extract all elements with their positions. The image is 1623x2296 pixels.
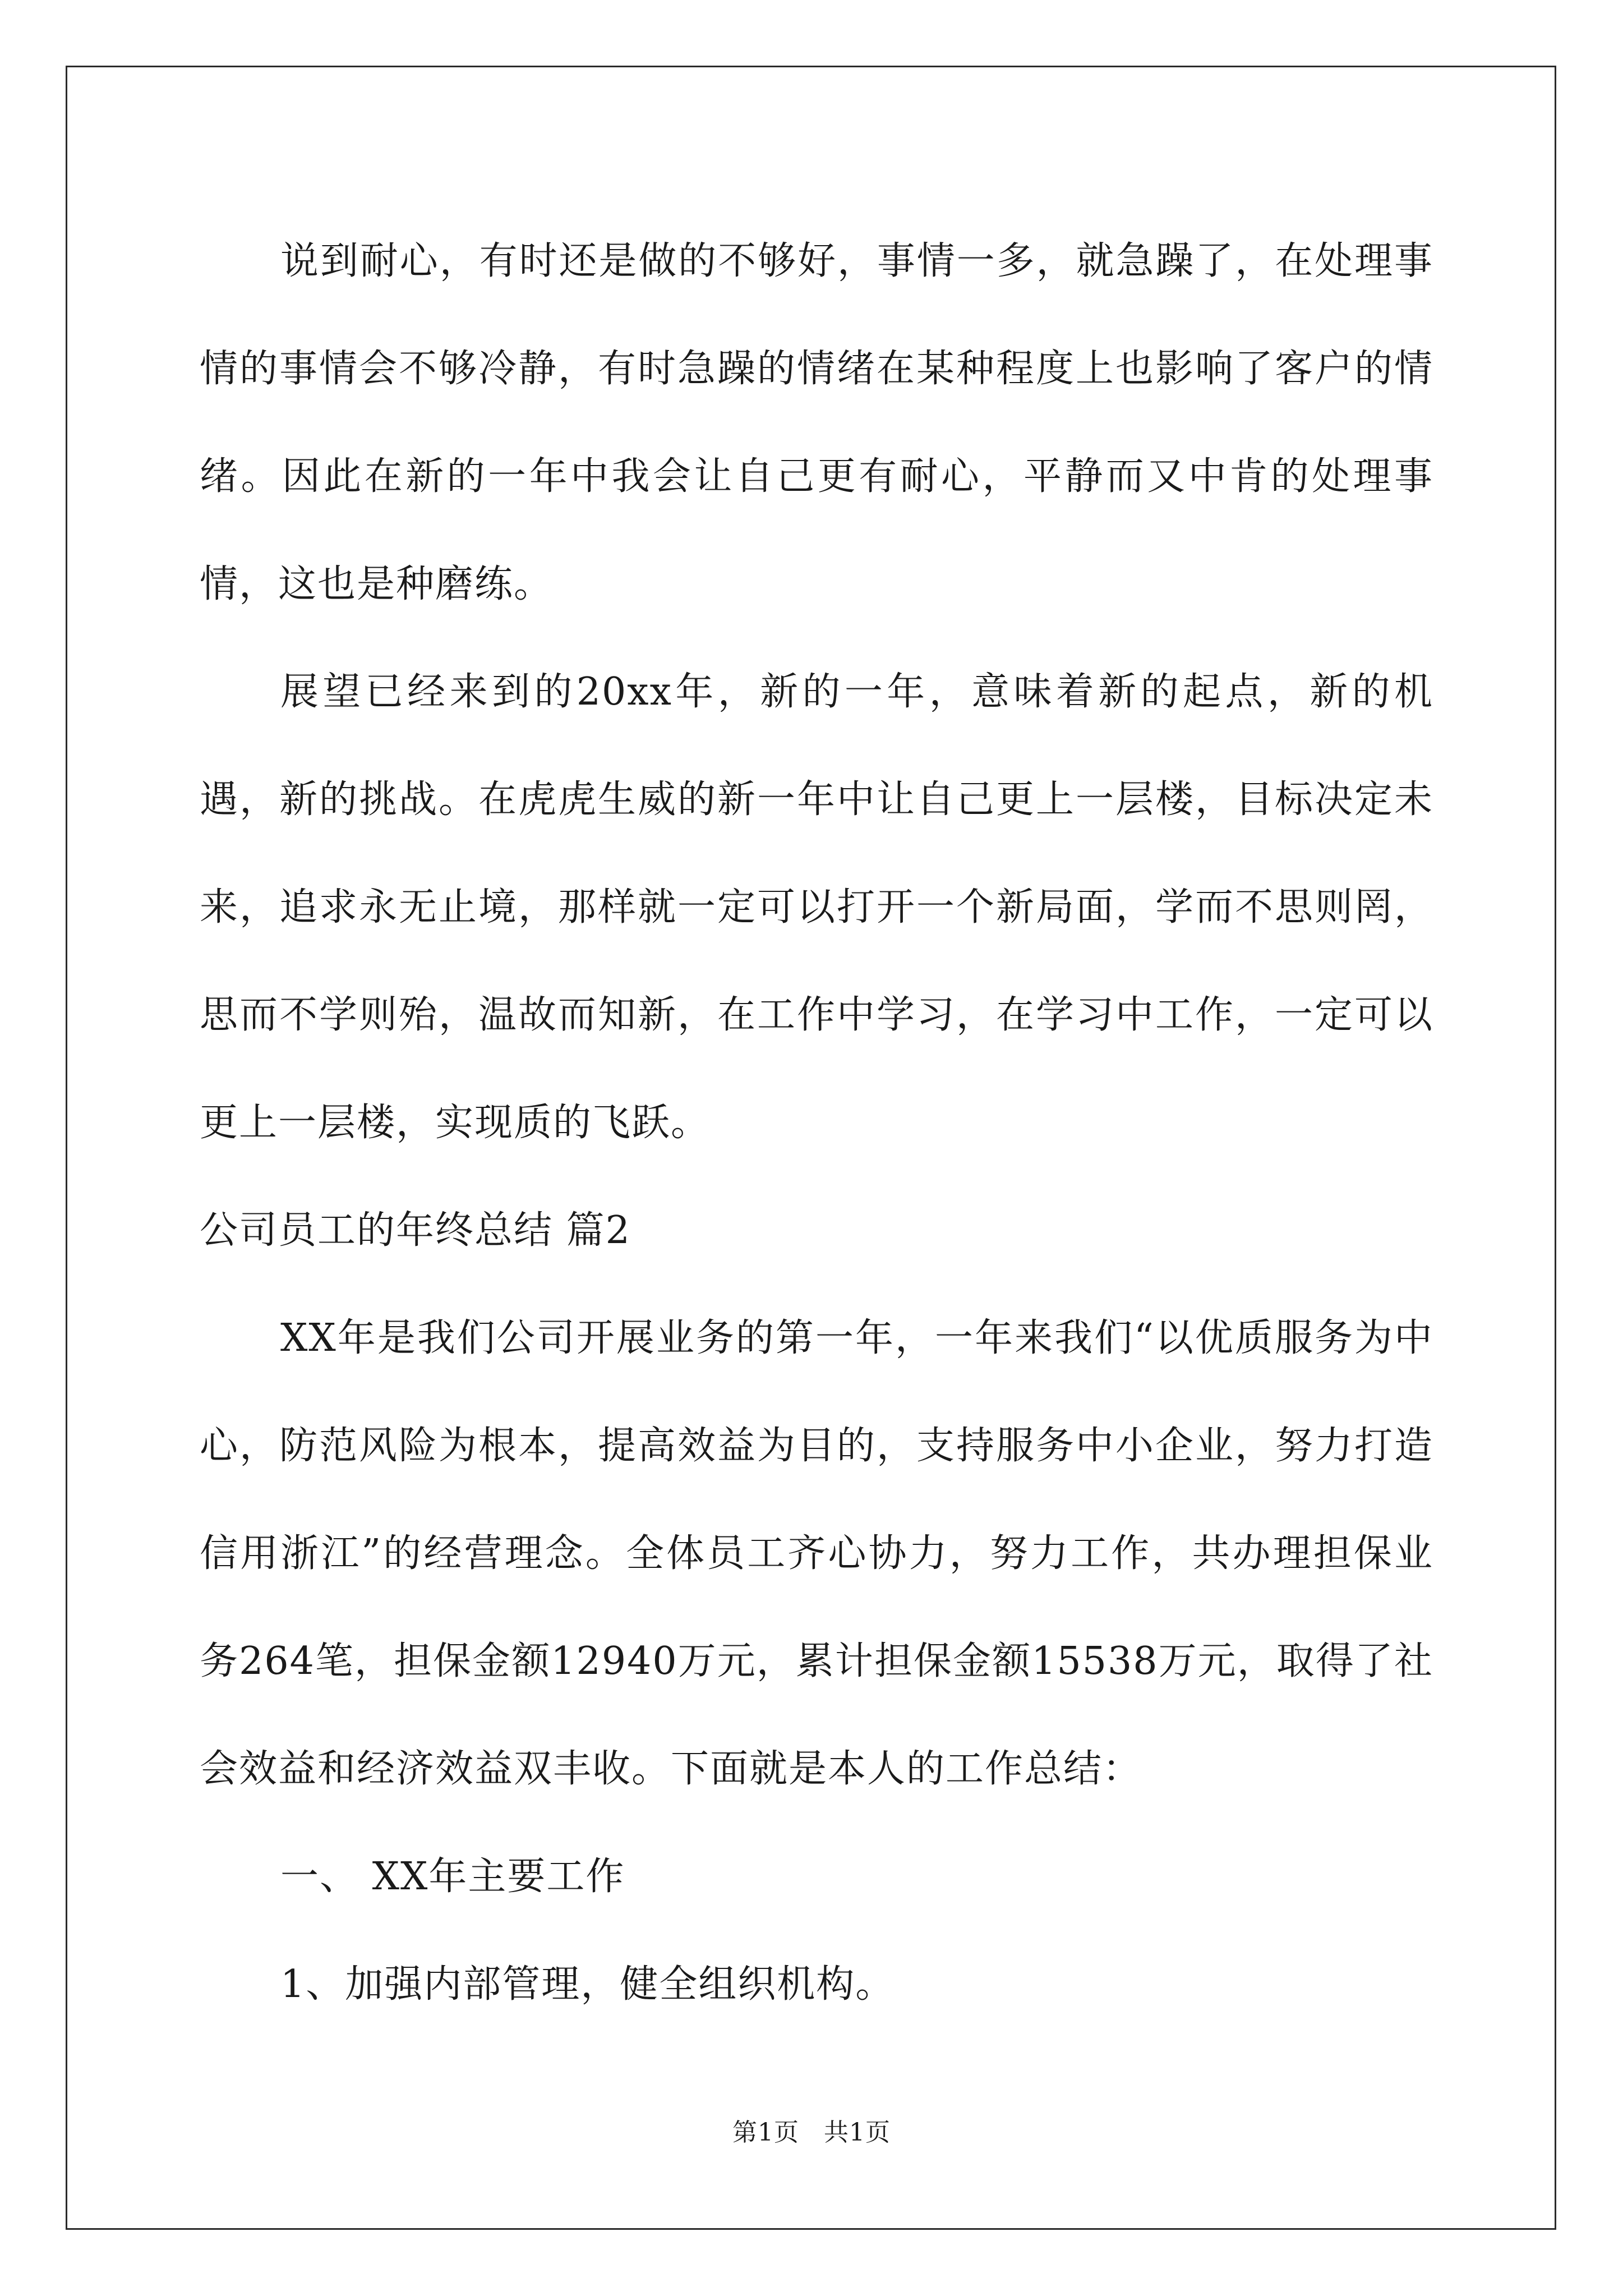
section-heading: 公司员工的年终总结 篇2 [200,1208,631,1253]
list-item-internal-management: 1、加强内部管理，健全组织机构。 [280,1962,895,2007]
page-total: 共1页 [824,2118,891,2147]
subheading-main-work: 一、 XX年主要工作 [280,1855,625,1899]
page-number: 第1页 [732,2118,799,2147]
paragraph-patience: 说到耐心，有时还是做的不够好，事情一多，就急躁了，在处理事情的事情会不够冷静，有时急躁的情绪在某种程度上也影响了客户的情绪。因此在新的一年中我会让自己更有耐心，平静而又中肯的处理事情，这也是种磨练。 [200,239,1433,606]
paragraph-business-summary: XX年是我们公司开展业务的第一年，一年来我们“以优质服务为中心，防范风险为根本，提高效益为目的，支持服务中小企业，努力打造信用浙江”的经营理念。全体员工齐心协力，努力工作，共办理担保业务264笔，担保金额12940万元，累计担保金额15538万元，取得了社会效益和经济效益双丰收。下面就是本人的工作总结： [200,1316,1433,1791]
paragraph-outlook: 展望已经来到的20xx年，新的一年，意味着新的起点，新的机遇，新的挑战。在虎虎生威的新一年中让自己更上一层楼，目标决定未来，追求永无止境，那样就一定可以打开一个新局面，学而不思则罔，思而不学则殆，温故而知新，在工作中学习，在学习中工作，一定可以更上一层楼，实现质的飞跃。 [200,670,1433,1145]
document-body [200,208,1433,2039]
page-footer [0,2112,1623,2148]
